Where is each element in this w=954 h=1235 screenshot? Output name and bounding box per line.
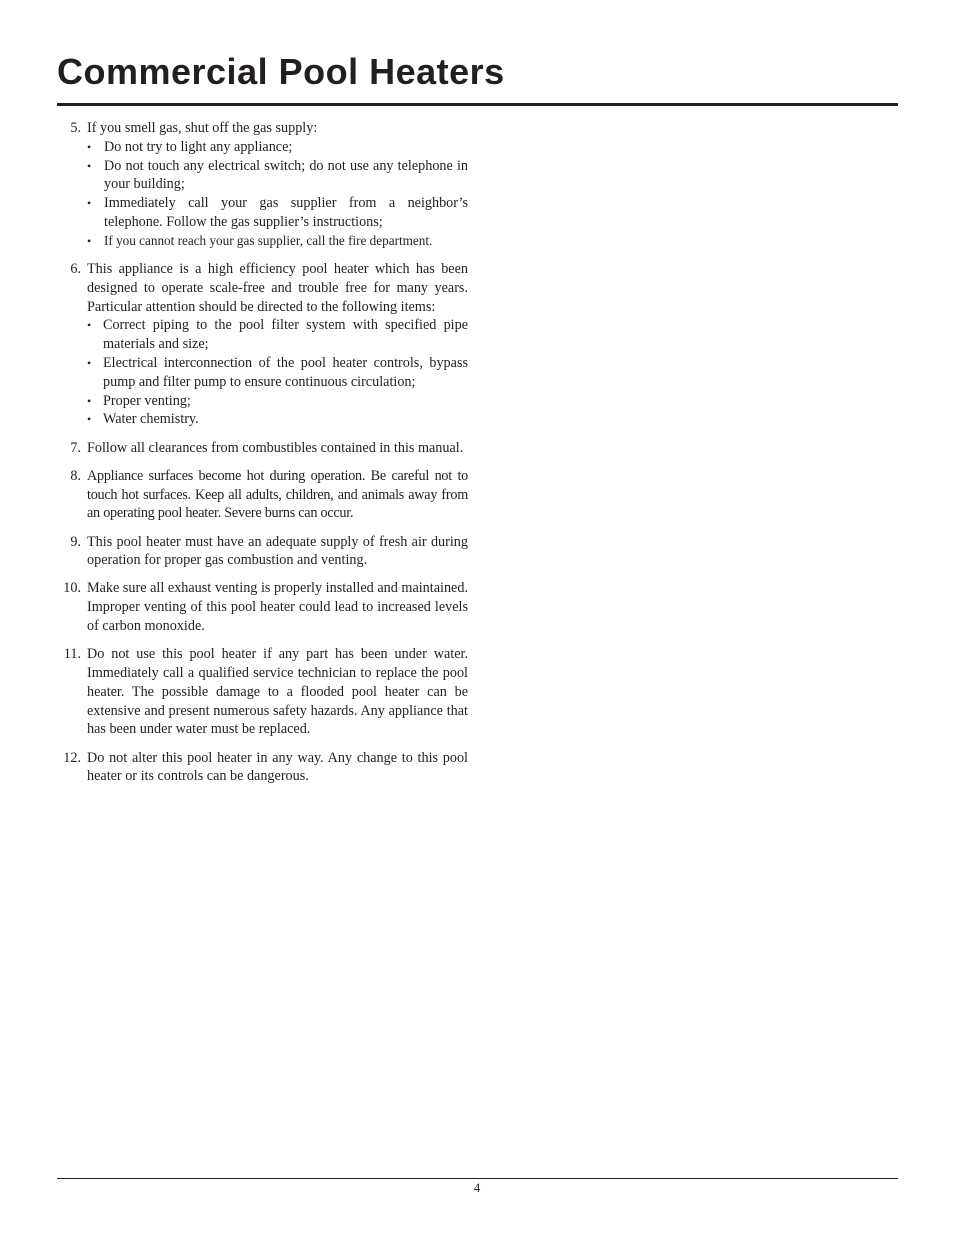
item-number: 7. xyxy=(70,439,81,456)
item-number: 6. xyxy=(70,260,81,277)
bullet-list xyxy=(87,138,468,251)
list-item xyxy=(55,467,468,523)
footer-divider xyxy=(57,1178,898,1179)
bullet-list xyxy=(87,316,468,429)
bullet-item: • Electrical interconnection of the pool heater controls, bypass pump and filter pump to ensure continuous circulation; xyxy=(87,354,468,390)
bullet-item: • If you cannot reach your gas supplier, call the fire department. xyxy=(87,232,468,251)
item-number: 5. xyxy=(70,120,81,136)
page-title: Commercial Pool Heaters xyxy=(57,51,505,92)
bullet-item: • Proper venting; xyxy=(87,392,191,409)
item-number: 10. xyxy=(63,580,81,597)
item-number: 8. xyxy=(70,467,81,484)
bullet-item: • Do not touch any electrical switch; do not use any telephone in your building; xyxy=(87,157,468,193)
item-text: If you smell gas, shut off the gas supply: xyxy=(87,120,318,136)
bullet-icon: • xyxy=(87,318,92,333)
list-item xyxy=(55,645,468,739)
item-text: Follow all clearances from combustibles contained in this manual. xyxy=(87,439,464,456)
item-number: 12. xyxy=(63,749,81,766)
list-item xyxy=(55,579,468,635)
list-item xyxy=(55,439,468,458)
list-item xyxy=(55,749,468,787)
bullet-item: • Water chemistry. xyxy=(87,411,199,428)
item-text: Make sure all exhaust venting is properly installed and maintained. Improper venting of this pool heater could lead to increased levels of carbon monoxide. xyxy=(87,580,468,635)
item-number: 11. xyxy=(63,646,81,663)
item-text: Do not use this pool heater if any part has been under water. Immediately call a qualified service technician to replace the pool heater. The possible damage to a flooded pool heater can be extensive and present numerous safety hazards. Any appliance that has been under water must be replaced. xyxy=(87,646,468,738)
bullet-icon: • xyxy=(87,393,92,408)
bullet-item: • Immediately call your gas supplier from a neighbor’s telephone. Follow the gas supplier’s instructions; xyxy=(87,195,468,230)
item-text: Appliance surfaces become hot during operation. Be careful not to touch hot surfaces. Keep all adults, children, and animals away from an operating pool heater. Severe burns can occur. xyxy=(87,467,468,522)
bullet-item: • Correct piping to the pool filter system with specified pipe materials and size; xyxy=(87,317,468,353)
list-item xyxy=(55,260,468,429)
list-item xyxy=(55,119,468,251)
item-number: 9. xyxy=(70,533,81,550)
item-text: Do not alter this pool heater in any way. Any change to this pool heater or its controls can be dangerous. xyxy=(87,749,468,785)
item-text: This pool heater must have an adequate supply of fresh air during operation for proper gas combustion and venting. xyxy=(87,533,468,569)
bullet-icon: • xyxy=(87,158,92,173)
list-item xyxy=(55,533,468,571)
bullet-icon: • xyxy=(87,196,92,211)
bullet-item: • Do not try to light any appliance; xyxy=(87,138,293,155)
bullet-icon: • xyxy=(87,139,92,154)
page-number: 4 xyxy=(473,1180,481,1195)
bullet-icon: • xyxy=(87,233,92,248)
bullet-icon: • xyxy=(87,412,92,427)
title-divider xyxy=(57,103,898,106)
bullet-icon: • xyxy=(87,355,92,370)
item-text: This appliance is a high efficiency pool heater which has been designed to operate scale-free and trouble free for many years. Particular attention should be directed to the following items: xyxy=(87,260,468,315)
safety-instructions-list xyxy=(55,119,468,796)
